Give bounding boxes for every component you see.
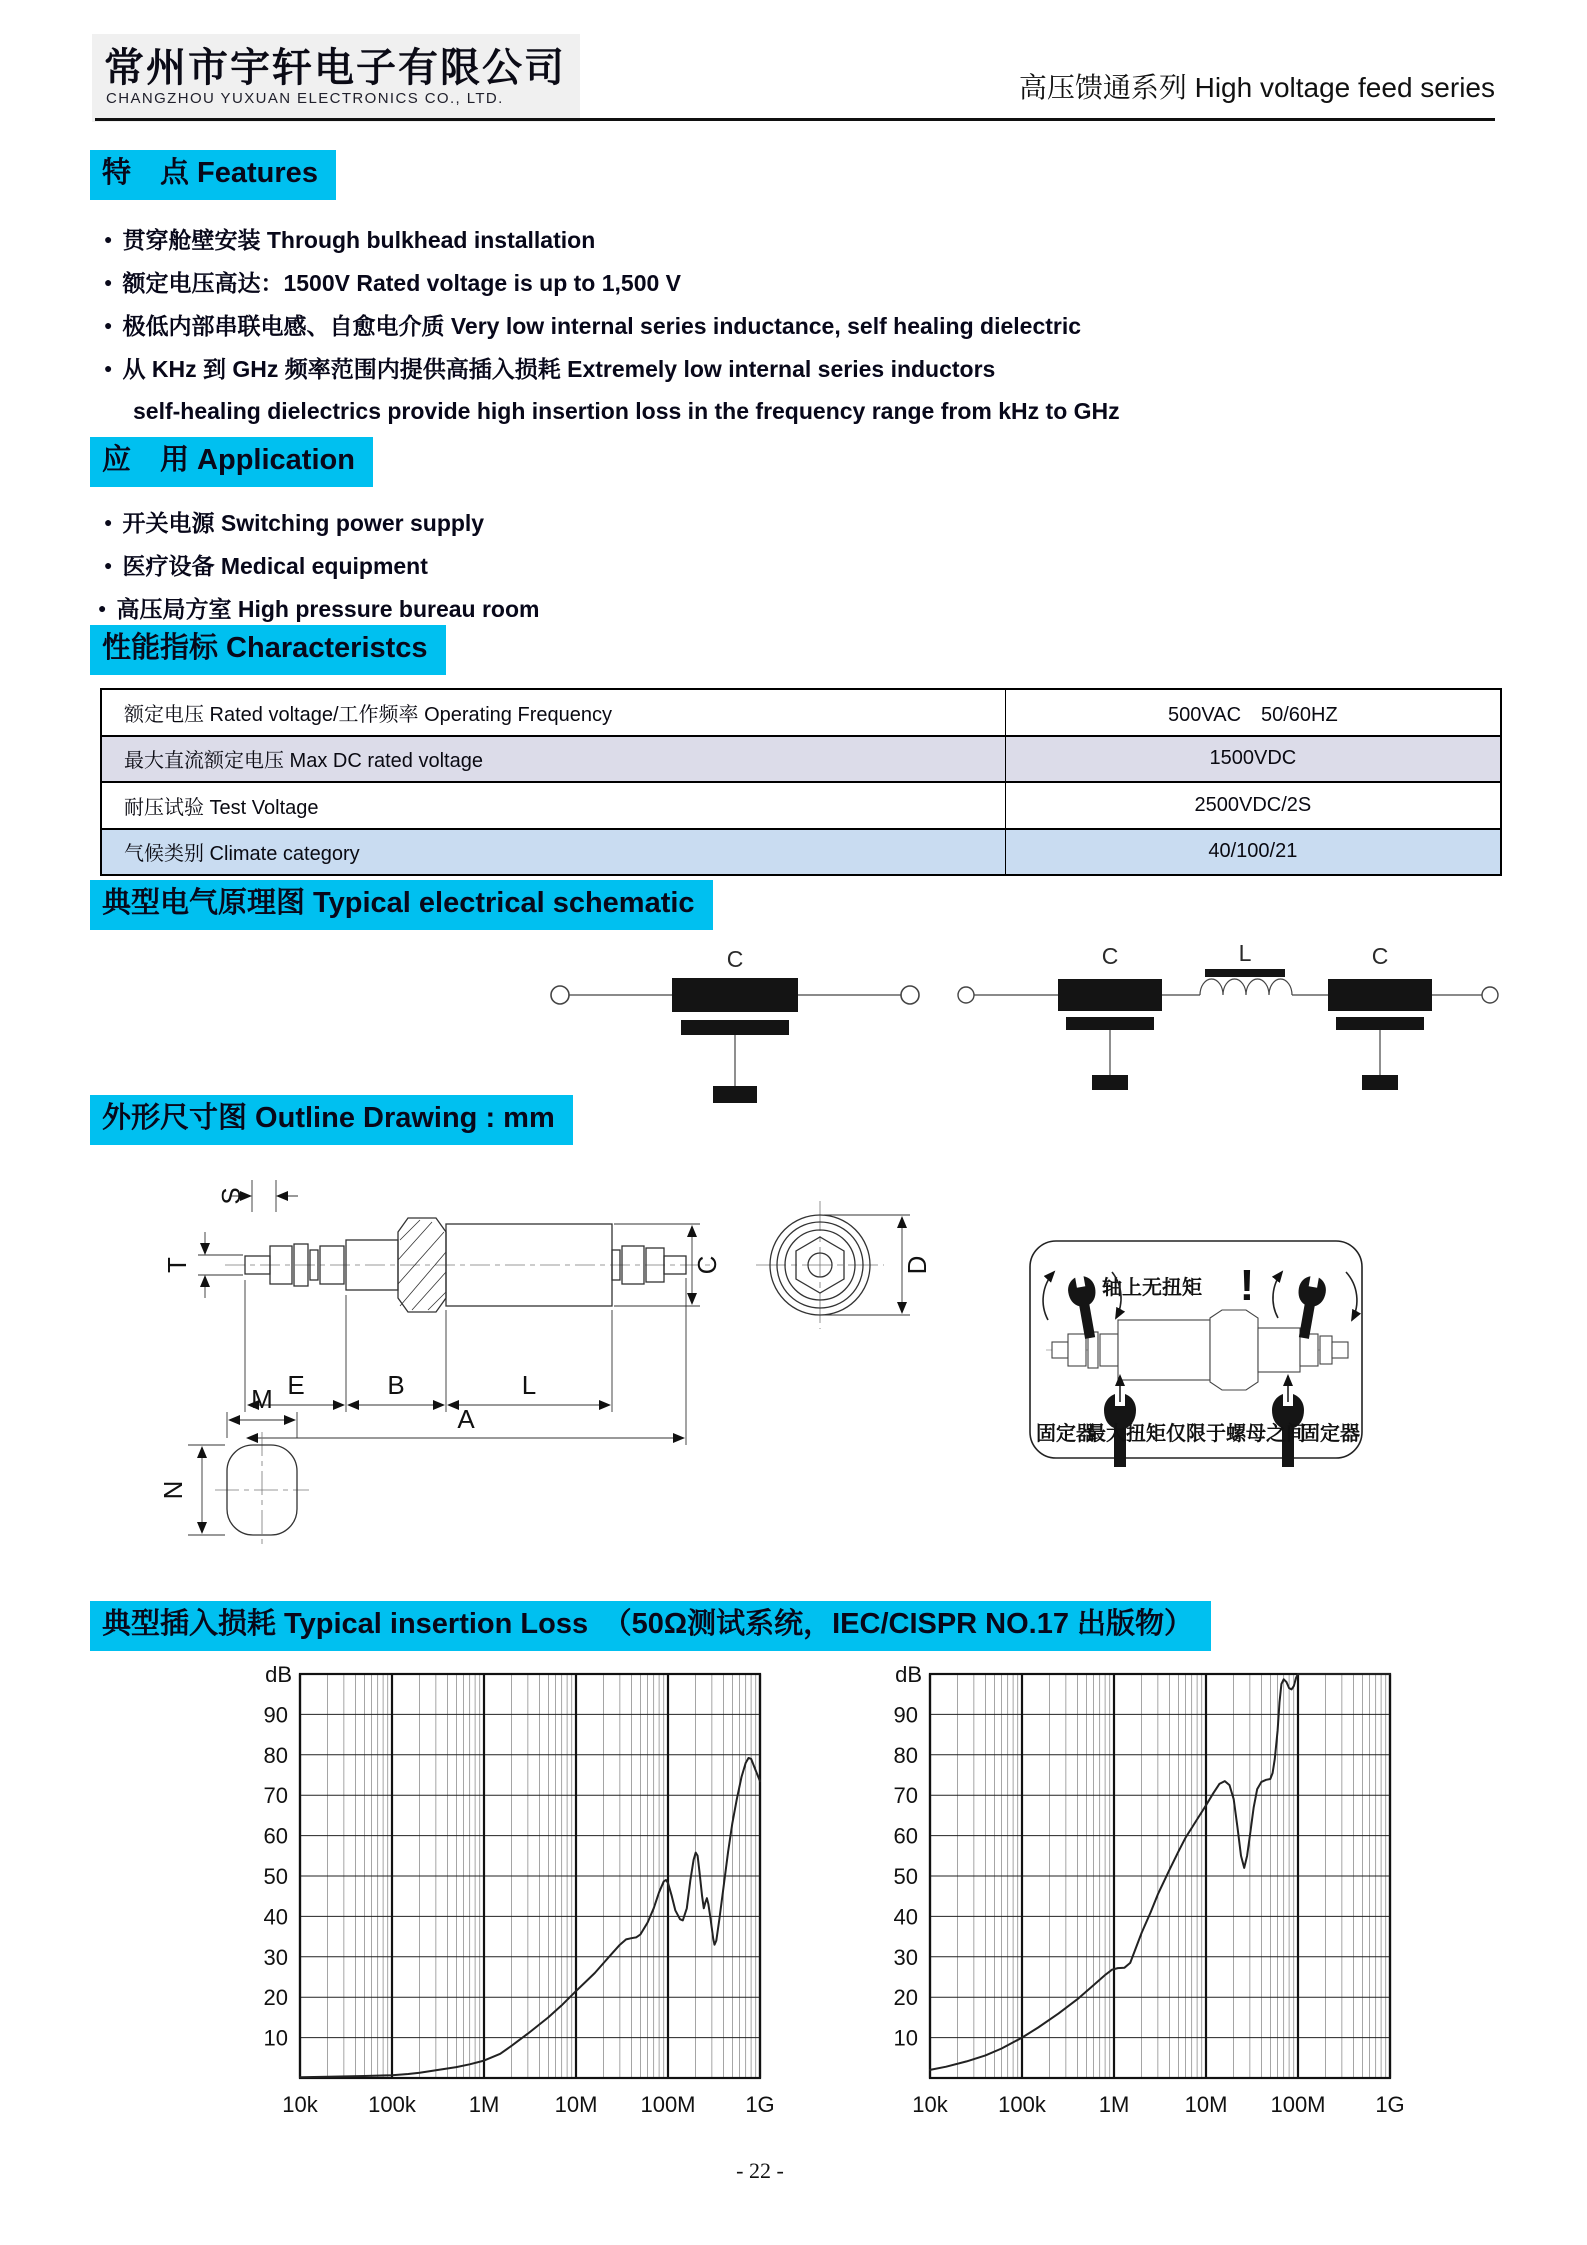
feature-continuation: self-healing dielectrics provide high insertion loss in the frequency range from kHz to GHz [133,398,1120,424]
feature-bullet-3: ● 极低内部串联电感、自愈电介质 Very low internal series inductance, self healing dielectric [104,313,1082,339]
svg-text:40: 40 [263,1904,288,1930]
svg-text:70: 70 [263,1783,288,1809]
dim-label-l: L [521,1370,537,1400]
header-divider [95,118,1495,121]
svg-text:20: 20 [263,1985,288,2011]
ground-icon [1092,1075,1128,1090]
bullet-icon: ● [104,317,113,333]
bullet-icon: ● [104,557,113,573]
exclamation-icon: ! [1239,1261,1255,1310]
spec-label: 气候类别 Climate category [102,830,1006,875]
svg-text:30: 30 [893,1944,918,1970]
svg-text:50: 50 [263,1864,288,1889]
dim-label-t: T [162,1257,192,1273]
outline-heading: 外形尺寸图 Outline Drawing : mm [90,1095,573,1145]
spec-value: 40/100/21 [1208,840,1298,863]
dim-label-d: D [902,1255,932,1275]
insertion-loss-heading: 典型插入损耗 Typical insertion Loss （50Ω测试系统，IEC/CISPR NO.17 出版物） [90,1601,1211,1651]
table-row [102,828,1500,875]
svg-text:50: 50 [893,1864,918,1889]
svg-text:80: 80 [263,1742,288,1768]
fixator-label-left: 固定器 [1036,1423,1096,1445]
front-view [756,1201,884,1329]
feature-bullet-1: ● 贯穿舱壁安装 Through bulkhead installation [104,227,596,253]
svg-text:10M: 10M [554,2092,598,2117]
svg-text:10M: 10M [1184,2092,1228,2117]
no-torque-warning: 轴上无扭矩 [1102,1277,1202,1299]
side-view [225,1218,710,1312]
bullet-icon: ● [104,514,113,530]
torque-note: 最大扭矩仅限于螺母之间 [1086,1423,1306,1445]
svg-text:100k: 100k [998,2092,1046,2117]
svg-text:80: 80 [893,1742,918,1768]
inductor-icon [1200,979,1292,995]
svg-text:1M: 1M [468,2092,500,2117]
application-bullet-3: ● 高压局方室 High pressure bureau room [98,596,540,622]
ground-icon [1362,1075,1398,1090]
capacitor-icon [1058,979,1162,1011]
feature-bullet-2: ● 额定电压高达：1500V Rated voltage is up to 1,500 V [104,270,682,296]
terminal-icon [1482,987,1498,1003]
bullet-icon: ● [98,600,107,616]
dim-label-m: M [251,1384,273,1414]
company-logo-english: CHANGZHOU YUXUAN ELECTRONICS CO., LTD. [106,90,504,107]
spec-label: 最大直流额定电压 Max DC rated voltage [102,737,1006,782]
spec-value: 500VAC 50/60HZ [1168,703,1338,726]
svg-text:10k: 10k [282,2092,318,2117]
capacitor-icon [672,978,798,1012]
svg-text:40: 40 [893,1904,918,1930]
insertion-loss-chart-left [205,1662,780,2137]
capacitor-label: C [1371,945,1389,969]
svg-text:100M: 100M [640,2092,696,2117]
svg-text:dB: dB [895,1662,922,1687]
svg-text:100M: 100M [1270,2092,1326,2117]
capacitor-icon [1328,979,1432,1011]
svg-text:1M: 1M [1098,2092,1130,2117]
dimension-lines [198,1180,700,1445]
features-heading: 特 点 Features [90,150,336,200]
series-title: 高压馈通系列 High voltage feed series [1018,72,1495,103]
application-bullet-2: ● 医疗设备 Medical equipment [104,553,428,579]
spec-value: 1500VDC [1209,747,1297,770]
svg-text:20: 20 [893,1985,918,2011]
capacitor-label: C [726,946,744,972]
svg-text:10k: 10k [912,2092,948,2117]
terminal-icon [958,987,974,1003]
spec-value: 2500VDC/2S [1194,793,1312,816]
feature-bullet-4: ● 从 KHz 到 GHz 频率范围内提供高插入损耗 Extremely low internal series inductors [104,356,996,382]
bullet-icon: ● [104,231,113,247]
insertion-loss-chart-right [835,1662,1410,2137]
spec-label: 额定电压 Rated voltage/工作频率 Operating Frequency [102,690,1006,735]
characteristics-heading: 性能指标 Characteristcs [90,625,446,675]
schematic-heading: 典型电气原理图 Typical electrical schematic [90,880,713,930]
table-row [102,735,1500,782]
installation-note-box [1030,1241,1362,1467]
table-row [102,690,1500,735]
svg-text:60: 60 [263,1823,288,1849]
bullet-icon: ● [104,360,113,376]
dim-label-a: A [457,1404,475,1434]
dim-label-b: B [387,1370,405,1400]
svg-text:90: 90 [263,1702,288,1728]
svg-text:dB: dB [265,1662,292,1687]
svg-text:90: 90 [893,1702,918,1728]
svg-text:10: 10 [893,2025,918,2051]
ground-icon [713,1086,757,1103]
dim-label-n: N [158,1480,188,1500]
dim-label-c: C [692,1255,722,1275]
svg-text:1G: 1G [1375,2092,1405,2117]
terminal-icon [901,986,919,1004]
inductor-label: L [1238,945,1252,966]
dim-label-e: E [287,1370,305,1400]
dim-label-s: S [216,1187,246,1205]
characteristics-table [100,688,1502,876]
application-bullet-1: ● 开关电源 Switching power supply [104,510,485,536]
outline-drawing [0,1160,1587,1600]
svg-text:60: 60 [893,1823,918,1849]
company-logo-chinese: 常州市宇轩电子有限公司 [104,46,566,90]
svg-text:1G: 1G [745,2092,775,2117]
svg-text:100k: 100k [368,2092,416,2117]
mounting-hole-view [215,1432,309,1548]
page-number: - 22 - [736,2158,784,2183]
spec-label: 耐压试验 Test Voltage [102,783,1006,828]
capacitor-label: C [1101,945,1119,969]
svg-text:70: 70 [893,1783,918,1809]
bullet-icon: ● [104,274,113,290]
svg-text:10: 10 [263,2025,288,2051]
svg-text:30: 30 [263,1944,288,1970]
terminal-icon [551,986,569,1004]
application-heading: 应 用 Application [90,437,373,487]
table-row [102,781,1500,828]
electrical-schematic-drawing [0,945,1587,1110]
fixator-label-right: 固定器 [1300,1423,1360,1445]
inductor-core-icon [1205,969,1285,977]
